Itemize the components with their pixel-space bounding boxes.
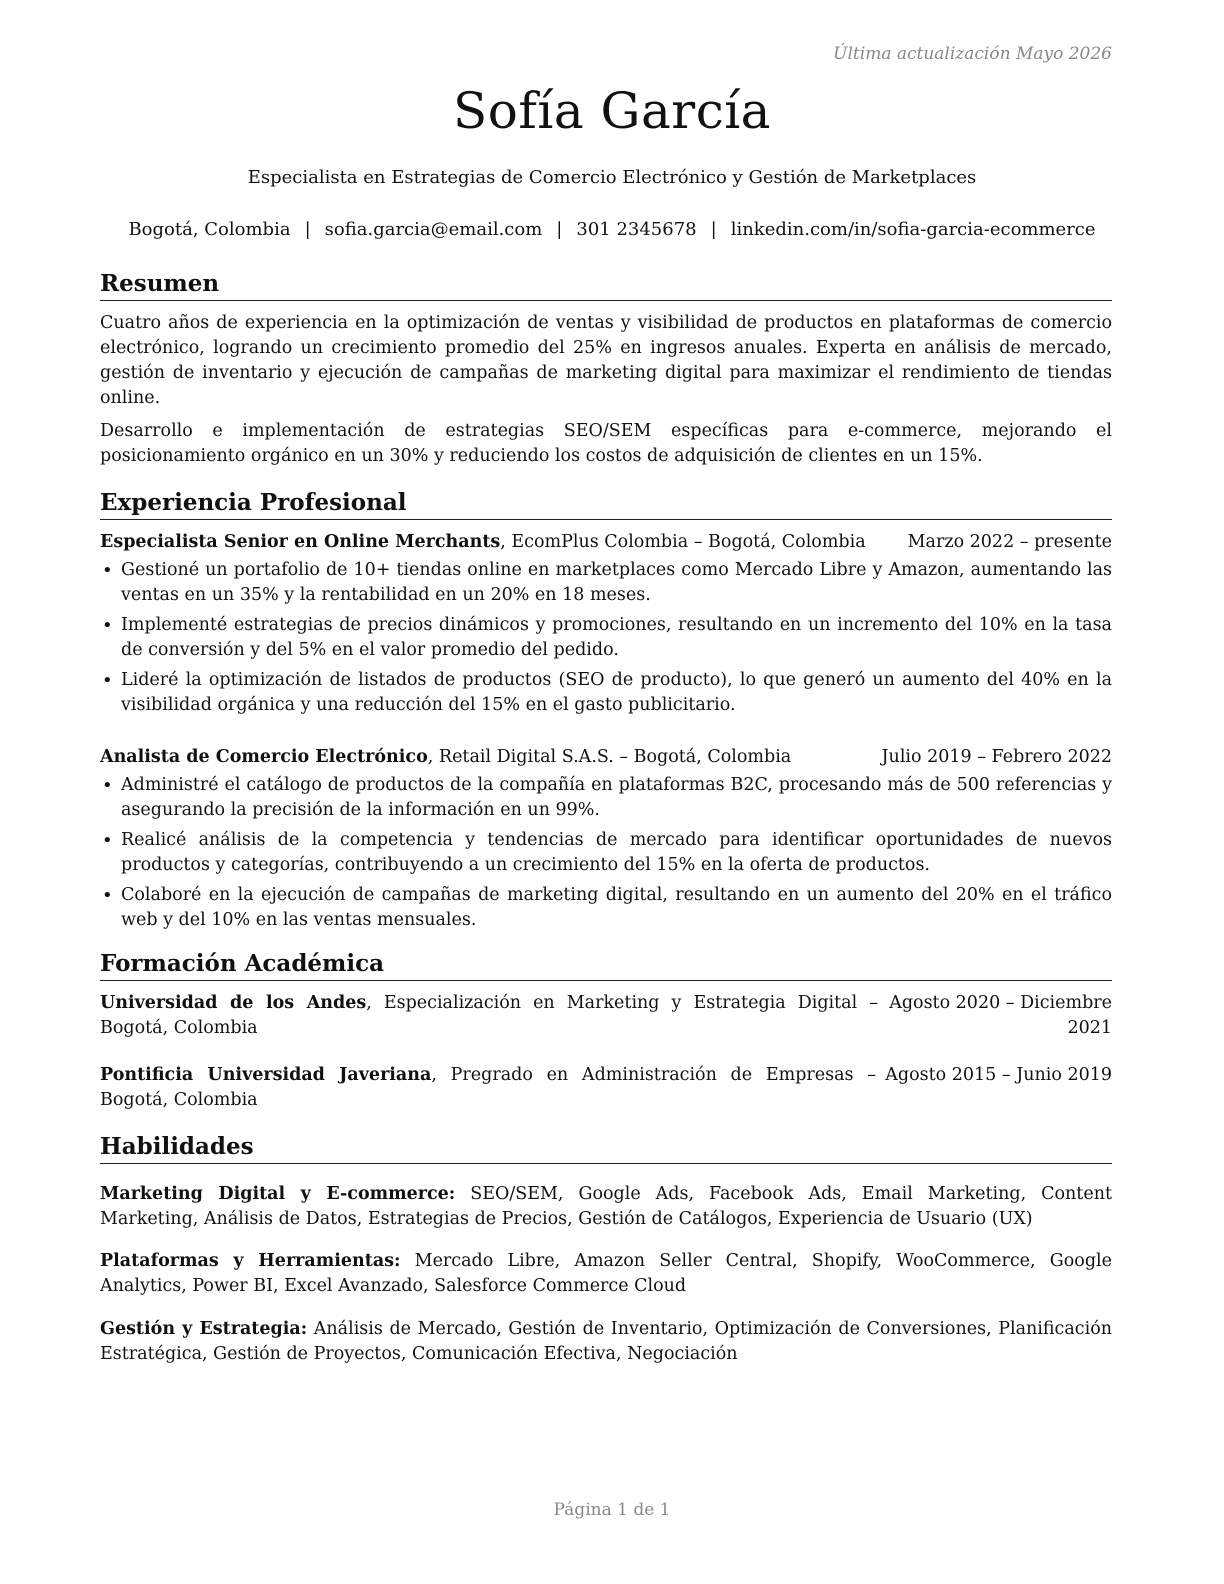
bullet-item: • Lideré la optimización de listados de productos (SEO de producto), lo que generó un aumento del 40% en la visibilidad orgánica y una reducción del 15% en el gasto publicitario.: [100, 668, 1112, 718]
job-dates: Julio 2019 – Febrero 2022: [881, 747, 1112, 767]
contact-line: [0, 219, 1224, 240]
bullet-item: • Realicé análisis de la competencia y tendencias de mercado para identificar oportunidades de nuevos productos y categorías, contribuyendo a un crecimiento del 15% en la oferta de productos.: [100, 828, 1112, 878]
job-title-line: [100, 745, 791, 770]
job-header: [100, 530, 1112, 555]
job-entry: [100, 745, 1112, 933]
bullet-item: • Administré el catálogo de productos de la compañía en plataformas B2C, procesando más de 500 referencias y asegurando la precisión de la información en un 99%.: [100, 773, 1112, 823]
summary-paragraph: Desarrollo e implementación de estrategias SEO/SEM específicas para e-commerce, mejorando el posicionamiento orgánico en un 30% y reduciendo los costos de adquisición de clientes en un 15%.: [100, 421, 1112, 466]
contact-separator: |: [710, 219, 717, 240]
section-title: Habilidades: [100, 1133, 1112, 1164]
section-title: Formación Académica: [100, 950, 1112, 981]
contact-linkedin[interactable]: linkedin.com/in/sofia-garcia-ecommerce: [730, 219, 1096, 240]
skill-group: [100, 1182, 1112, 1232]
contact-email[interactable]: sofia.garcia@email.com: [324, 219, 543, 240]
contact-location: Bogotá, Colombia: [128, 219, 291, 240]
job-role: Especialista Senior en Online Merchants: [100, 532, 501, 552]
education-dates: Agosto 2020 – Diciembre 2021: [889, 993, 1112, 1038]
skill-group: [100, 1317, 1112, 1367]
job-bullets: [100, 558, 1112, 718]
job-bullets: [100, 773, 1112, 933]
candidate-name: Sofía García: [452, 82, 771, 140]
school-name: Universidad de los Andes: [100, 993, 367, 1013]
education-dates: Agosto 2015 – Junio 2019: [885, 1065, 1112, 1085]
experience-section: [100, 489, 1112, 933]
education-section: [100, 950, 1112, 1113]
job-dates: Marzo 2022 – presente: [907, 532, 1112, 552]
summary-paragraph: Cuatro años de experiencia en la optimización de ventas y visibilidad de productos en plataformas de comercio electrónico, logrando un crecimiento promedio del 25% en ingresos anuales. Experta en análisis de mercado, gestión de inventario y ejecución de campañas de marketing digital para maximizar el rendimiento de tiendas online.: [100, 313, 1112, 408]
program-name: , Especialización en Marketing y Estrategia Digital – Bogotá, Colombia: [100, 993, 878, 1038]
job-role: Analista de Comercio Electrónico: [100, 747, 428, 767]
contact-separator: |: [556, 219, 563, 240]
bullet-item: • Gestioné un portafolio de 10+ tiendas online en marketplaces como Mercado Libre y Amazon, aumentando las ventas en un 35% y la rentabilidad en un 20% en 18 meses.: [100, 558, 1112, 608]
job-company: , EcomPlus Colombia – Bogotá, Colombia: [500, 532, 866, 552]
skills-section: [100, 1133, 1112, 1367]
skill-group-text: Análisis de Mercado, Gestión de Inventario, Optimización de Conversiones, Planificación Estratégica, Gestión de Proyectos, Comunicación Efectiva, Negociación: [100, 1318, 1112, 1364]
skill-group-label: Gestión y Estrategia:: [100, 1318, 308, 1339]
job-company: , Retail Digital S.A.S. – Bogotá, Colombia: [427, 747, 792, 767]
job-title-line: [100, 530, 866, 555]
last-updated: Última actualización Mayo 2026: [833, 44, 1112, 64]
page-number: Página 1 de 1: [553, 1500, 671, 1520]
bullet-item: • Colaboré en la ejecución de campañas de marketing digital, resultando en un aumento del 20% en el tráfico web y del 10% en las ventas mensuales.: [100, 883, 1112, 933]
skill-group-text: Mercado Libre, Amazon Seller Central, Shopify, WooCommerce, Google Analytics, Power BI, Excel Avanzado, Salesforce Commerce Cloud: [100, 1251, 1112, 1296]
contact-phone: 301 2345678: [576, 219, 697, 240]
education-detail: [100, 1063, 876, 1113]
education-detail: [100, 991, 878, 1041]
headline: Especialista en Estrategias de Comercio Electrónico y Gestión de Marketplaces: [247, 167, 977, 188]
program-name: , Pregrado en Administración de Empresas – Bogotá, Colombia: [100, 1065, 876, 1110]
job-header: [100, 745, 1112, 770]
skill-group-label: Marketing Digital y E-commerce:: [100, 1183, 456, 1204]
section-title: Resumen: [100, 270, 1112, 301]
education-entry: [100, 991, 1112, 1041]
school-name: Pontificia Universidad Javeriana: [100, 1065, 432, 1085]
bullet-item: • Implementé estrategias de precios dinámicos y promociones, resultando en un incremento del 10% en la tasa de conversión y del 5% en el valor promedio del pedido.: [100, 613, 1112, 663]
section-title: Experiencia Profesional: [100, 489, 1112, 520]
resume-content: [100, 270, 1112, 1375]
skill-group: [100, 1249, 1112, 1299]
skill-group-text: SEO/SEM, Google Ads, Facebook Ads, Email Marketing, Content Marketing, Análisis de Datos, Estrategias de Precios, Gestión de Catálogos, Experiencia de Usuario (UX): [100, 1183, 1112, 1229]
summary-section: [100, 270, 1112, 469]
contact-separator: |: [304, 219, 311, 240]
job-entry: [100, 530, 1112, 718]
education-entry: [100, 1063, 1112, 1113]
skill-group-label: Plataformas y Herramientas:: [100, 1251, 401, 1271]
